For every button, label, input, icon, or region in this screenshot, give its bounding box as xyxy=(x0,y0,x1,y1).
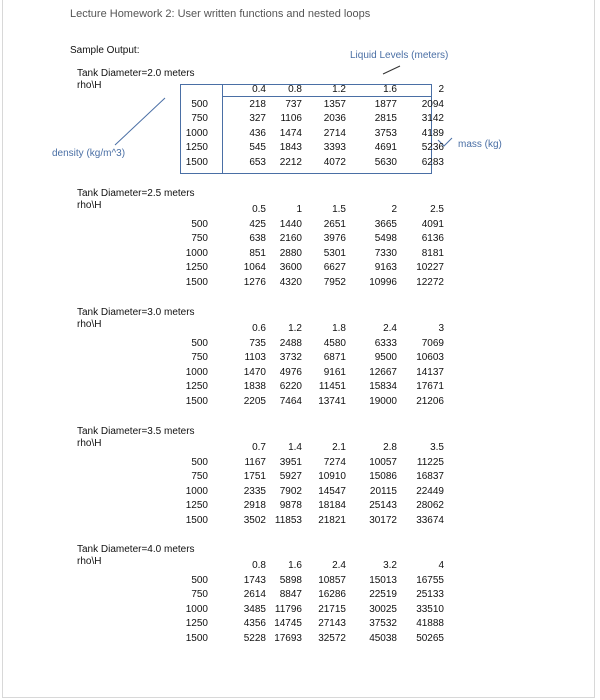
mass-value-cell: 5228 xyxy=(243,632,266,644)
mass-value-cell: 1440 xyxy=(279,218,302,230)
density-row-label: 1500 xyxy=(185,632,208,644)
mass-value-cell: 5927 xyxy=(279,471,302,482)
rho-h-label: rho\H xyxy=(77,200,102,211)
density-row-label: 1500 xyxy=(185,156,208,168)
mass-value-cell: 2614 xyxy=(243,589,266,600)
mass-value-cell: 2212 xyxy=(279,156,302,168)
mass-value-cell: 218 xyxy=(249,98,266,110)
mass-value-cell: 545 xyxy=(249,142,266,153)
liquid-height-header: 0.5 xyxy=(252,204,266,215)
density-row-label: 1250 xyxy=(185,381,208,392)
liquid-height-header: 2.4 xyxy=(332,560,346,571)
density-row-label: 1250 xyxy=(185,500,208,511)
mass-value-cell: 4691 xyxy=(374,142,397,153)
mass-value-cell: 653 xyxy=(249,156,266,168)
tank-diameter-title: Tank Diameter=2.0 meters xyxy=(77,68,195,79)
mass-value-cell: 14745 xyxy=(274,618,302,629)
mass-value-cell: 2815 xyxy=(374,113,397,124)
density-row-label: 1500 xyxy=(185,395,208,407)
mass-value-cell: 8181 xyxy=(421,247,444,259)
mass-value-cell: 1064 xyxy=(243,262,266,273)
mass-value-cell: 6333 xyxy=(374,337,397,349)
density-row-label: 1000 xyxy=(185,366,208,378)
mass-value-cell: 15086 xyxy=(369,471,397,482)
mass-value-cell: 9878 xyxy=(279,500,302,511)
mass-value-cell: 20115 xyxy=(369,485,397,497)
mass-value-cell: 1743 xyxy=(243,574,266,586)
mass-value-cell: 18184 xyxy=(318,500,346,511)
mass-value-cell: 3600 xyxy=(279,262,302,273)
liquid-height-header: 4 xyxy=(438,560,444,571)
tank-diameter-title: Tank Diameter=3.5 meters xyxy=(77,426,195,437)
mass-value-cell: 6627 xyxy=(323,262,346,273)
liquid-levels-pointer xyxy=(383,66,400,74)
mass-value-cell: 3976 xyxy=(323,233,346,244)
mass-value-cell: 9163 xyxy=(374,262,397,273)
density-row-label: 1250 xyxy=(185,262,208,273)
mass-value-cell: 7274 xyxy=(323,456,346,468)
mass-value-cell: 4072 xyxy=(323,156,346,168)
mass-value-cell: 11451 xyxy=(318,381,346,392)
mass-value-cell: 7464 xyxy=(279,395,302,407)
rho-h-label: rho\H xyxy=(77,556,102,567)
mass-value-cell: 17671 xyxy=(416,381,444,392)
density-row-label: 1000 xyxy=(185,603,208,615)
mass-value-cell: 16755 xyxy=(416,574,444,586)
mass-value-cell: 2205 xyxy=(243,395,266,407)
density-row-label: 500 xyxy=(191,574,208,586)
mass-value-cell: 10227 xyxy=(416,262,444,273)
mass-value-cell: 3142 xyxy=(421,113,444,124)
density-row-label: 1500 xyxy=(185,276,208,288)
mass-value-cell: 33510 xyxy=(416,603,444,615)
liquid-height-header: 3.5 xyxy=(430,442,444,453)
mass-value-cell: 4580 xyxy=(323,337,346,349)
density-annotation: density (kg/m^3) xyxy=(52,148,126,159)
mass-value-cell: 3753 xyxy=(374,127,397,139)
mass-value-cell: 21206 xyxy=(416,395,444,407)
density-row-label: 750 xyxy=(191,352,208,363)
mass-value-cell: 2488 xyxy=(279,337,302,349)
liquid-height-header: 2 xyxy=(438,84,444,95)
mass-value-cell: 2880 xyxy=(279,247,302,259)
mass-value-cell: 9161 xyxy=(323,366,346,378)
mass-value-cell: 436 xyxy=(249,127,266,139)
mass-value-cell: 22449 xyxy=(416,485,444,497)
liquid-height-header: 1.2 xyxy=(288,323,302,334)
mass-value-cell: 11225 xyxy=(416,456,444,468)
mass-value-cell: 30172 xyxy=(369,514,397,526)
tank-diameter-title: Tank Diameter=4.0 meters xyxy=(77,544,195,555)
mass-value-cell: 3502 xyxy=(243,514,266,526)
mass-value-cell: 1357 xyxy=(323,98,346,110)
rho-h-label: rho\H xyxy=(77,80,102,91)
mass-value-cell: 12667 xyxy=(369,366,397,378)
mass-value-cell: 14137 xyxy=(416,366,444,378)
mass-value-cell: 2036 xyxy=(323,113,346,124)
mass-value-cell: 16837 xyxy=(416,471,444,482)
mass-value-cell: 10603 xyxy=(416,352,444,363)
density-row-label: 1500 xyxy=(185,514,208,526)
density-row-label: 1000 xyxy=(185,485,208,497)
mass-value-cell: 1838 xyxy=(243,381,266,392)
mass-value-cell: 4356 xyxy=(243,618,266,629)
mass-value-cell: 5236 xyxy=(421,142,444,153)
mass-value-cell: 25143 xyxy=(369,500,397,511)
liquid-height-header: 0.4 xyxy=(252,84,266,95)
mass-value-cell: 21715 xyxy=(318,603,346,615)
mass-value-cell: 1877 xyxy=(374,98,397,110)
liquid-height-header: 0.7 xyxy=(252,442,266,453)
mass-value-cell: 1167 xyxy=(244,456,266,468)
liquid-height-header: 1.5 xyxy=(332,204,346,215)
document-header: Lecture Homework 2: User written functions and nested loops xyxy=(70,8,371,20)
liquid-height-header: 1.2 xyxy=(332,84,346,95)
mass-value-cell: 7952 xyxy=(323,276,346,288)
mass-value-cell: 4091 xyxy=(421,218,444,230)
mass-value-cell: 2160 xyxy=(279,233,302,244)
mass-value-cell: 7330 xyxy=(374,247,397,259)
mass-value-cell: 735 xyxy=(249,337,266,349)
density-row-label: 500 xyxy=(191,98,208,110)
mass-value-cell: 3665 xyxy=(374,218,397,230)
liquid-height-header: 3 xyxy=(438,323,444,334)
mass-value-cell: 4189 xyxy=(421,127,444,139)
mass-value-cell: 2335 xyxy=(243,485,266,497)
tank-diameter-title: Tank Diameter=2.5 meters xyxy=(77,188,195,199)
mass-value-cell: 1751 xyxy=(243,471,266,482)
mass-value-cell: 8847 xyxy=(279,589,302,600)
mass-value-cell: 50265 xyxy=(416,632,444,644)
mass-value-cell: 33674 xyxy=(416,514,444,526)
mass-value-cell: 16286 xyxy=(318,589,346,600)
mass-value-cell: 10057 xyxy=(369,456,397,468)
mass-value-cell: 10857 xyxy=(318,574,346,586)
mass-value-cell: 1103 xyxy=(244,352,266,363)
mass-annotation: mass (kg) xyxy=(458,139,502,150)
liquid-height-header: 1.6 xyxy=(383,84,397,95)
mass-value-cell: 32572 xyxy=(318,632,346,644)
mass-value-cell: 1843 xyxy=(279,142,302,153)
mass-value-cell: 737 xyxy=(285,98,302,110)
mass-value-cell: 15013 xyxy=(369,574,397,586)
rho-h-label: rho\H xyxy=(77,438,102,449)
mass-value-cell: 15834 xyxy=(369,381,397,392)
mass-value-cell: 19000 xyxy=(369,395,397,407)
mass-value-cell: 45038 xyxy=(369,632,397,644)
mass-value-cell: 30025 xyxy=(369,603,397,615)
mass-value-cell: 1106 xyxy=(280,113,302,124)
mass-value-cell: 3393 xyxy=(323,142,346,153)
liquid-height-header: 2.4 xyxy=(383,323,397,334)
liquid-height-header: 1 xyxy=(296,204,302,215)
mass-value-cell: 2651 xyxy=(323,218,346,230)
density-row-label: 750 xyxy=(191,471,208,482)
mass-value-cell: 3951 xyxy=(279,456,302,468)
liquid-height-header: 3.2 xyxy=(383,560,397,571)
mass-value-cell: 14547 xyxy=(318,485,346,497)
density-row-label: 750 xyxy=(191,589,208,600)
mass-value-cell: 2094 xyxy=(421,98,444,110)
density-row-label: 500 xyxy=(191,456,208,468)
mass-value-cell: 3732 xyxy=(279,352,302,363)
mass-value-cell: 6871 xyxy=(323,352,346,363)
mass-value-cell: 10910 xyxy=(318,471,346,482)
rho-h-label: rho\H xyxy=(77,319,102,330)
mass-value-cell: 1474 xyxy=(279,127,302,139)
density-row-label: 500 xyxy=(191,337,208,349)
mass-value-cell: 13741 xyxy=(318,395,346,407)
mass-value-cell: 4320 xyxy=(279,276,302,288)
mass-value-cell: 37532 xyxy=(369,618,397,629)
liquid-height-header: 0.8 xyxy=(288,84,302,95)
mass-value-cell: 7069 xyxy=(421,337,444,349)
mass-value-cell: 11853 xyxy=(274,514,302,526)
liquid-height-header: 1.6 xyxy=(288,560,302,571)
mass-value-cell: 6220 xyxy=(279,381,302,392)
sample-output-label: Sample Output: xyxy=(70,45,140,56)
mass-value-cell: 17693 xyxy=(274,632,302,644)
density-row-label: 750 xyxy=(191,233,208,244)
density-row-label: 750 xyxy=(191,113,208,124)
mass-value-cell: 10996 xyxy=(369,276,397,288)
density-row-label: 500 xyxy=(191,218,208,230)
mass-value-cell: 2714 xyxy=(323,127,346,139)
mass-value-cell: 5301 xyxy=(323,247,346,259)
liquid-height-header: 2.8 xyxy=(383,442,397,453)
liquid-height-header: 2 xyxy=(391,204,397,215)
mass-value-cell: 851 xyxy=(249,247,266,259)
mass-value-cell: 5498 xyxy=(374,233,397,244)
density-pointer xyxy=(115,98,165,145)
mass-value-cell: 11796 xyxy=(274,603,302,615)
mass-value-cell: 21821 xyxy=(318,514,346,526)
mass-value-cell: 22519 xyxy=(369,589,397,600)
mass-value-cell: 9500 xyxy=(374,352,397,363)
liquid-levels-annotation: Liquid Levels (meters) xyxy=(350,50,449,61)
mass-value-cell: 3485 xyxy=(243,603,266,615)
mass-value-cell: 41888 xyxy=(416,618,444,629)
mass-value-cell: 12272 xyxy=(416,276,444,288)
mass-value-cell: 25133 xyxy=(416,589,444,600)
mass-value-cell: 27143 xyxy=(318,618,346,629)
density-row-label: 1250 xyxy=(185,618,208,629)
liquid-height-header: 1.4 xyxy=(288,442,302,453)
mass-value-cell: 6283 xyxy=(421,156,444,168)
density-row-label: 1000 xyxy=(185,127,208,139)
mass-value-cell: 4976 xyxy=(279,366,302,378)
mass-value-cell: 28062 xyxy=(416,500,444,511)
mass-value-cell: 5898 xyxy=(279,574,302,586)
tank-diameter-title: Tank Diameter=3.0 meters xyxy=(77,307,195,318)
liquid-height-header: 2.5 xyxy=(430,204,444,215)
mass-value-cell: 425 xyxy=(249,218,266,230)
liquid-height-header: 2.1 xyxy=(332,442,346,453)
liquid-height-header: 0.6 xyxy=(252,323,266,334)
mass-value-cell: 6136 xyxy=(421,233,444,244)
mass-value-cell: 1276 xyxy=(243,276,266,288)
mass-value-cell: 5630 xyxy=(374,156,397,168)
mass-value-cell: 1470 xyxy=(243,366,266,378)
density-row-label: 1000 xyxy=(185,247,208,259)
mass-value-cell: 327 xyxy=(249,113,266,124)
mass-value-cell: 7902 xyxy=(279,485,302,497)
density-row-label: 1250 xyxy=(185,142,208,153)
mass-value-cell: 638 xyxy=(249,233,266,244)
liquid-height-header: 1.8 xyxy=(332,323,346,334)
mass-value-cell: 2918 xyxy=(243,500,266,511)
liquid-height-header: 0.8 xyxy=(252,560,266,571)
